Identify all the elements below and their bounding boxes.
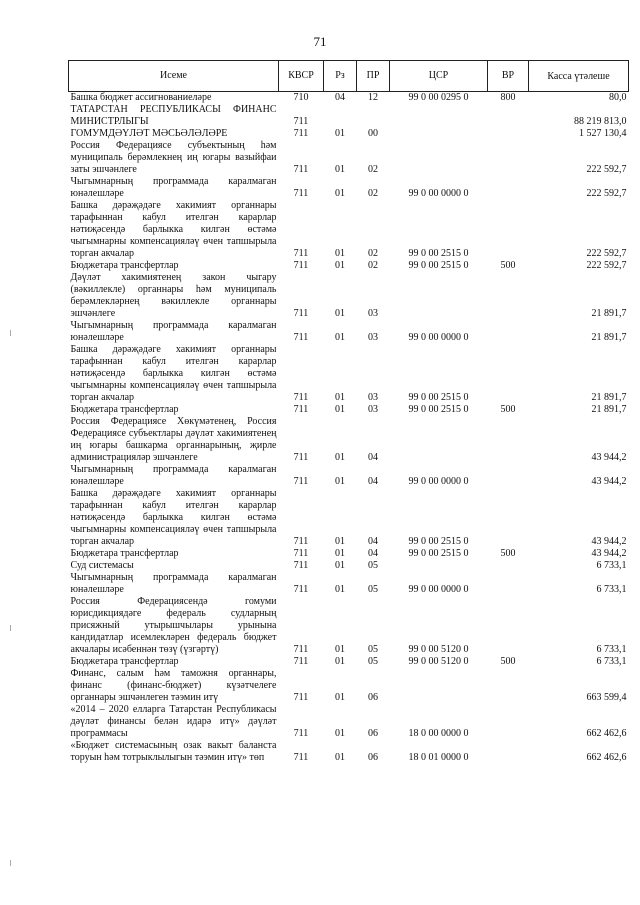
- cell-rz: 01: [335, 404, 345, 415]
- table-row: [69, 272, 629, 320]
- cell-csr: [390, 668, 488, 704]
- cell-name: Бюджетара трансфертлар: [70, 404, 179, 415]
- cell-pr: 04: [368, 536, 378, 547]
- cell-vr: [488, 200, 529, 260]
- cell-sum: 222 592,7: [586, 248, 627, 259]
- cell-name: «2014 – 2020 елларга Татарстан Республикасы дәүләт финансы белән идарә итү» дәүләт программасы: [70, 704, 277, 739]
- cell-vr: 500: [500, 656, 516, 667]
- cell-sum: 1 527 130,4: [579, 128, 627, 139]
- header-name: Исеме: [69, 61, 279, 92]
- cell-kvsr: 711: [293, 728, 309, 739]
- cell-rz: 01: [335, 452, 345, 463]
- cell-name: Суд системасы: [70, 560, 134, 571]
- cell-rz: 01: [335, 584, 345, 595]
- cell-name: Башка дәрәҗәдәге хакимият органнары тарафыннан кабул ителгән карарлар нәтиҗәсендә барлыкка килгән өстәмә чыгымнарны компенсацияләү өчен тапшырыла торган акчалар: [70, 200, 277, 259]
- cell-csr: [390, 140, 488, 176]
- cell-name: Бюджетара трансфертлар: [70, 260, 179, 271]
- cell-pr: 12: [368, 92, 378, 103]
- header-pr: ПР: [357, 61, 390, 92]
- cell-csr: [390, 128, 488, 140]
- cell-kvsr: 711: [293, 536, 309, 547]
- table-row: [69, 320, 629, 344]
- cell-name: Россия Федерациясе субъектының һәм муниципаль берәмлекнең иң югары вазыйфаи заты эшчәнлеге: [70, 140, 277, 175]
- cell-kvsr: 711: [293, 188, 309, 199]
- cell-kvsr: 711: [293, 164, 309, 175]
- cell-kvsr: 711: [293, 560, 309, 571]
- budget-table: [68, 60, 628, 764]
- cell-vr: [488, 704, 529, 740]
- cell-name: Чыгымнарның программада каралмаган юнәлешләре: [70, 320, 277, 343]
- cell-csr: 99 0 00 5120 0: [408, 644, 469, 655]
- cell-kvsr: 711: [293, 248, 309, 259]
- cell-rz: 01: [335, 476, 345, 487]
- cell-csr: [390, 104, 488, 128]
- cell-kvsr: 711: [293, 584, 309, 595]
- cell-sum: 21 891,7: [591, 392, 627, 403]
- table-row: [69, 140, 629, 176]
- header-vr: ВР: [488, 61, 529, 92]
- page-number: 71: [313, 34, 327, 49]
- cell-sum: 88 219 813,0: [574, 116, 627, 127]
- cell-pr: [357, 104, 390, 128]
- cell-pr: 06: [368, 752, 378, 763]
- cell-csr: [390, 272, 488, 320]
- cell-rz: [324, 104, 357, 128]
- cell-name: Бюджетара трансфертлар: [70, 548, 179, 559]
- cell-rz: 01: [335, 752, 345, 763]
- cell-rz: 01: [335, 128, 345, 139]
- cell-pr: 03: [368, 308, 378, 319]
- cell-pr: 02: [368, 188, 378, 199]
- cell-rz: 01: [335, 560, 345, 571]
- table-row: [69, 416, 629, 464]
- cell-csr: 99 0 00 2515 0: [408, 248, 469, 259]
- cell-kvsr: 711: [293, 752, 309, 763]
- table-row: [69, 596, 629, 656]
- table-row: [69, 704, 629, 740]
- table-header: [69, 61, 629, 92]
- cell-pr: 06: [368, 692, 378, 703]
- cell-csr: 99 0 00 0000 0: [408, 584, 469, 595]
- cell-pr: 05: [368, 644, 378, 655]
- table-row: [69, 404, 629, 416]
- cell-rz: 01: [335, 548, 345, 559]
- cell-sum: 222 592,7: [586, 188, 627, 199]
- cell-kvsr: 711: [293, 128, 309, 139]
- cell-kvsr: 711: [293, 452, 309, 463]
- cell-sum: 6 733,1: [596, 656, 627, 667]
- table-row: [69, 488, 629, 548]
- cell-name: Башка дәрәҗәдәге хакимият органнары тарафыннан кабул ителгән карарлар нәтиҗәсендә барлыкка килгән өстәмә чыгымнарны компенсацияләү өчен тапшырыла торган акчалар: [70, 344, 277, 403]
- header-kvsr: КВСР: [279, 61, 324, 92]
- cell-kvsr: 711: [293, 116, 309, 127]
- cell-kvsr: 711: [293, 692, 309, 703]
- cell-vr: 800: [500, 92, 516, 103]
- cell-rz: 01: [335, 392, 345, 403]
- cell-pr: 06: [368, 728, 378, 739]
- cell-csr: [390, 416, 488, 464]
- cell-kvsr: 711: [293, 332, 309, 343]
- cell-kvsr: 711: [293, 404, 309, 415]
- cell-name: Россия Федерациясе Хөкүмәтенең, Россия Федерациясе субъектлары дәүләт хакимиятенең иң югары башкарма органнарының, җирле администрацияләр эшчәнлеге: [70, 416, 277, 463]
- cell-vr: [488, 176, 529, 200]
- cell-vr: 500: [500, 260, 516, 271]
- cell-sum: 80,0: [609, 92, 627, 103]
- cell-name: Башка бюджет ассигнованиеләре: [70, 92, 212, 103]
- table-row: [69, 548, 629, 560]
- cell-vr: [488, 488, 529, 548]
- cell-sum: 6 733,1: [596, 584, 627, 595]
- cell-csr: 99 0 00 0295 0: [408, 92, 469, 103]
- cell-csr: 99 0 00 5120 0: [408, 656, 469, 667]
- cell-name: Дәүләт хакимиятенең закон чыгару (вәкиллекле) органнары һәм муниципаль берәмлекләрнең вәкиллекле органнары эшчәнлеге: [70, 272, 277, 319]
- cell-kvsr: 711: [293, 548, 309, 559]
- header-csr: ЦСР: [390, 61, 488, 92]
- cell-sum: 6 733,1: [596, 644, 627, 655]
- cell-pr: 04: [368, 548, 378, 559]
- cell-rz: 01: [335, 332, 345, 343]
- cell-vr: [488, 272, 529, 320]
- cell-pr: 03: [368, 392, 378, 403]
- cell-pr: 00: [368, 128, 378, 139]
- table-row: [69, 104, 629, 128]
- cell-csr: [390, 560, 488, 572]
- table-row: [69, 176, 629, 200]
- table-row: [69, 740, 629, 764]
- cell-sum: 43 944,2: [591, 452, 627, 463]
- cell-kvsr: 710: [293, 92, 309, 103]
- cell-sum: 21 891,7: [591, 308, 627, 319]
- table-row: [69, 128, 629, 140]
- cell-vr: [488, 740, 529, 764]
- cell-csr: 99 0 00 2515 0: [408, 536, 469, 547]
- table-body: [69, 92, 629, 765]
- cell-pr: 04: [368, 476, 378, 487]
- cell-sum: 43 944,2: [591, 536, 627, 547]
- cell-sum: 663 599,4: [586, 692, 627, 703]
- cell-vr: [488, 140, 529, 176]
- cell-kvsr: 711: [293, 476, 309, 487]
- cell-pr: 02: [368, 164, 378, 175]
- table-row: [69, 260, 629, 272]
- table-row: [69, 92, 629, 105]
- cell-sum: 21 891,7: [591, 332, 627, 343]
- cell-vr: [488, 560, 529, 572]
- cell-name: Бюджетара трансфертлар: [70, 656, 179, 667]
- cell-sum: 222 592,7: [586, 164, 627, 175]
- cell-pr: 05: [368, 584, 378, 595]
- cell-vr: [488, 464, 529, 488]
- cell-name: Чыгымнарның программада каралмаган юнәлешләре: [70, 176, 277, 199]
- cell-rz: 04: [335, 92, 345, 103]
- cell-vr: [488, 596, 529, 656]
- cell-csr: 99 0 00 0000 0: [408, 188, 469, 199]
- cell-rz: 01: [335, 260, 345, 271]
- cell-rz: 01: [335, 188, 345, 199]
- cell-rz: 01: [335, 248, 345, 259]
- cell-sum: 662 462,6: [586, 752, 627, 763]
- table-row: [69, 668, 629, 704]
- cell-pr: 02: [368, 248, 378, 259]
- cell-csr: 99 0 00 0000 0: [408, 476, 469, 487]
- cell-vr: [488, 572, 529, 596]
- table-row: [69, 560, 629, 572]
- cell-pr: 04: [368, 452, 378, 463]
- cell-kvsr: 711: [293, 656, 309, 667]
- cell-pr: 03: [368, 332, 378, 343]
- cell-sum: 662 462,6: [586, 728, 627, 739]
- cell-pr: 05: [368, 560, 378, 571]
- cell-kvsr: 711: [293, 308, 309, 319]
- cell-csr: 99 0 00 2515 0: [408, 404, 469, 415]
- cell-name: Башка дәрәҗәдәге хакимият органнары тарафыннан кабул ителгән карарлар нәтиҗәсендә барлыкка килгән өстәмә чыгымнарны компенсацияләү өчен тапшырыла торган акчалар: [70, 488, 277, 547]
- cell-kvsr: 711: [293, 644, 309, 655]
- cell-vr: [488, 128, 529, 140]
- cell-kvsr: 711: [293, 260, 309, 271]
- cell-kvsr: 711: [293, 392, 309, 403]
- header-sum: Касса үтәлеше: [529, 61, 629, 92]
- cell-sum: 6 733,1: [596, 560, 627, 571]
- cell-vr: [488, 104, 529, 128]
- cell-vr: [488, 344, 529, 404]
- cell-csr: 18 0 00 0000 0: [408, 728, 469, 739]
- cell-rz: 01: [335, 656, 345, 667]
- table-row: [69, 464, 629, 488]
- cell-rz: 01: [335, 308, 345, 319]
- cell-rz: 01: [335, 692, 345, 703]
- cell-name: Россия Федерациясендә гомуми юрисдикциядәге федераль судларның присяжный утырышчылары урынына кандидатлар исемлекләрен федераль бюджет акчалары исәбеннән төзү (үзгәртү): [70, 596, 277, 655]
- cell-pr: 02: [368, 260, 378, 271]
- cell-vr: [488, 416, 529, 464]
- cell-sum: 43 944,2: [591, 548, 627, 559]
- cell-name: ГОМУМДӘҮЛӘТ МӘСЬӘЛӘЛӘРЕ: [70, 128, 228, 139]
- cell-name: Чыгымнарның программада каралмаган юнәлешләре: [70, 464, 277, 487]
- cell-csr: 99 0 00 2515 0: [408, 392, 469, 403]
- cell-vr: 500: [500, 404, 516, 415]
- margin-mark: [10, 330, 11, 336]
- cell-sum: 43 944,2: [591, 476, 627, 487]
- cell-csr: 18 0 01 0000 0: [408, 752, 469, 763]
- cell-vr: 500: [500, 548, 516, 559]
- cell-vr: [488, 320, 529, 344]
- cell-rz: 01: [335, 728, 345, 739]
- cell-rz: 01: [335, 536, 345, 547]
- cell-name: ТАТАРСТАН РЕСПУБЛИКАСЫ ФИНАНС МИНИСТРЛЫГЫ: [70, 104, 277, 127]
- margin-mark: [10, 860, 11, 866]
- cell-rz: 01: [335, 644, 345, 655]
- cell-csr: 99 0 00 2515 0: [408, 260, 469, 271]
- cell-sum: 222 592,7: [586, 260, 627, 271]
- margin-mark: [10, 625, 11, 631]
- table-row: [69, 572, 629, 596]
- table-row: [69, 200, 629, 260]
- cell-name: Финанс, салым һәм таможня органнары, финанс (финанс-бюджет) күзәтчелеге органнары эшчәнлеген тәэмин итү: [70, 668, 277, 703]
- cell-rz: 01: [335, 164, 345, 175]
- cell-pr: 03: [368, 404, 378, 415]
- cell-sum: 21 891,7: [591, 404, 627, 415]
- table-row: [69, 344, 629, 404]
- table-row: [69, 656, 629, 668]
- cell-csr: 99 0 00 0000 0: [408, 332, 469, 343]
- cell-vr: [488, 668, 529, 704]
- cell-csr: 99 0 00 2515 0: [408, 548, 469, 559]
- header-rz: Рз: [324, 61, 357, 92]
- cell-pr: 05: [368, 656, 378, 667]
- cell-name: «Бюджет системасының озак вакыт баланста торуын һәм тотрыклылыгын тәэмин итү» төп: [70, 740, 277, 763]
- cell-name: Чыгымнарның программада каралмаган юнәлешләре: [70, 572, 277, 595]
